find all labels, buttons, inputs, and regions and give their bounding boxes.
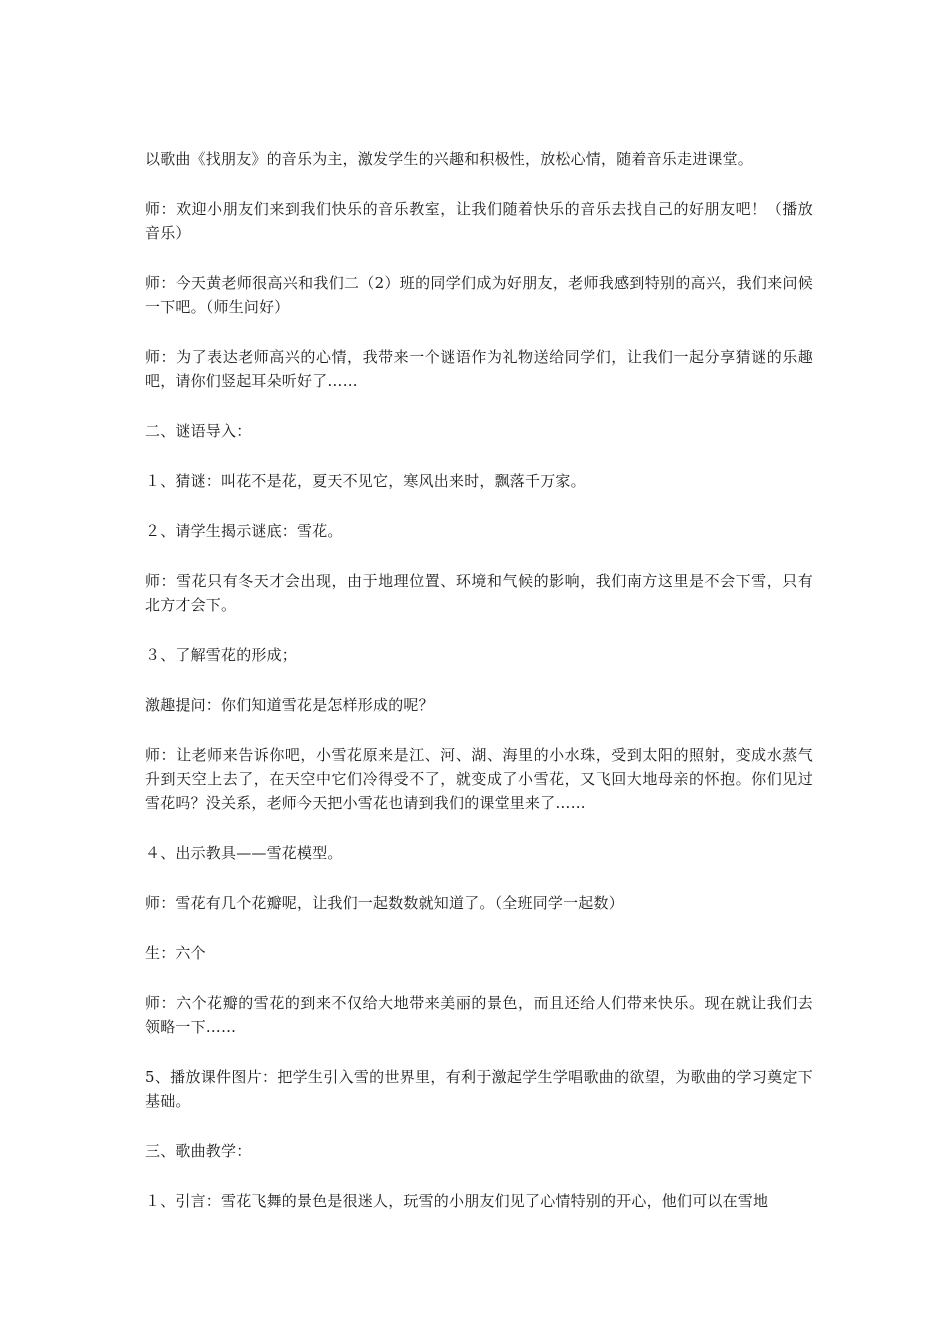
list-item-slideshow: 5、播放课件图片：把学生引入雪的世界里，有利于激起学生学唱歌曲的欲望，为歌曲的学习奠定下基础。 bbox=[145, 1068, 813, 1110]
paragraph-teacher-riddle-intro: 师：为了表达老师高兴的心情，我带来一个谜语作为礼物送给同学们，让我们一起分享猜谜的乐趣吧，请你们竖起耳朵听好了…… bbox=[145, 348, 813, 390]
paragraph-teacher-greeting: 师：今天黄老师很高兴和我们二（2）班的同学们成为好朋友，老师我感到特别的高兴，我们来问候一下吧。（师生问好） bbox=[145, 274, 813, 316]
paragraph-teacher-explanation: 师：让老师来告诉你吧，小雪花原来是江、河、湖、海里的小水珠，受到太阳的照射，变成水蒸气升到天空上去了，在天空中它们冷得受不了，就变成了小雪花，又飞回大地母亲的怀抱。你们见过雪花吗？没关系，老师今天把小雪花也请到我们的课堂里来了…… bbox=[145, 746, 813, 812]
list-item-teaching-aid: ４、出示教具——雪花模型。 bbox=[145, 844, 343, 862]
document-body bbox=[145, 147, 813, 1239]
list-item-snow-formation: ３、了解雪花的形成； bbox=[145, 646, 298, 664]
section-heading-riddle: 二、谜语导入： bbox=[145, 422, 252, 440]
paragraph-teacher-snow-region: 师：雪花只有冬天才会出现，由于地理位置、环境和气候的影响，我们南方这里是不会下雪，只有北方才会下。 bbox=[145, 572, 813, 614]
list-item-answer: ２、请学生揭示谜底：雪花。 bbox=[145, 522, 343, 540]
paragraph-question: 激趣提问：你们知道雪花是怎样形成的呢？ bbox=[145, 696, 434, 714]
section-heading-song-teaching: 三、歌曲教学： bbox=[145, 1142, 252, 1160]
paragraph-intro-song: 以歌曲《找朋友》的音乐为主，激发学生的兴趣和积极性，放松心情，随着音乐走进课堂。 bbox=[145, 150, 754, 168]
list-item-preface: １、引言：雪花飞舞的景色是很迷人，玩雪的小朋友们见了心情特别的开心，他们可以在雪地 bbox=[145, 1192, 769, 1210]
list-item-riddle: １、猜谜：叫花不是花，夏天不见它，寒风出来时，飘落千万家。 bbox=[145, 472, 586, 490]
paragraph-teacher-joy: 师：六个花瓣的雪花的到来不仅给大地带来美丽的景色，而且还给人们带来快乐。现在就让我们去领略一下…… bbox=[145, 994, 813, 1036]
paragraph-teacher-petals: 师：雪花有几个花瓣呢，让我们一起数数就知道了。（全班同学一起数） bbox=[145, 894, 624, 912]
paragraph-student-answer: 生：六个 bbox=[145, 944, 206, 962]
paragraph-teacher-welcome: 师：欢迎小朋友们来到我们快乐的音乐教室，让我们随着快乐的音乐去找自己的好朋友吧！（播放音乐） bbox=[145, 200, 813, 242]
